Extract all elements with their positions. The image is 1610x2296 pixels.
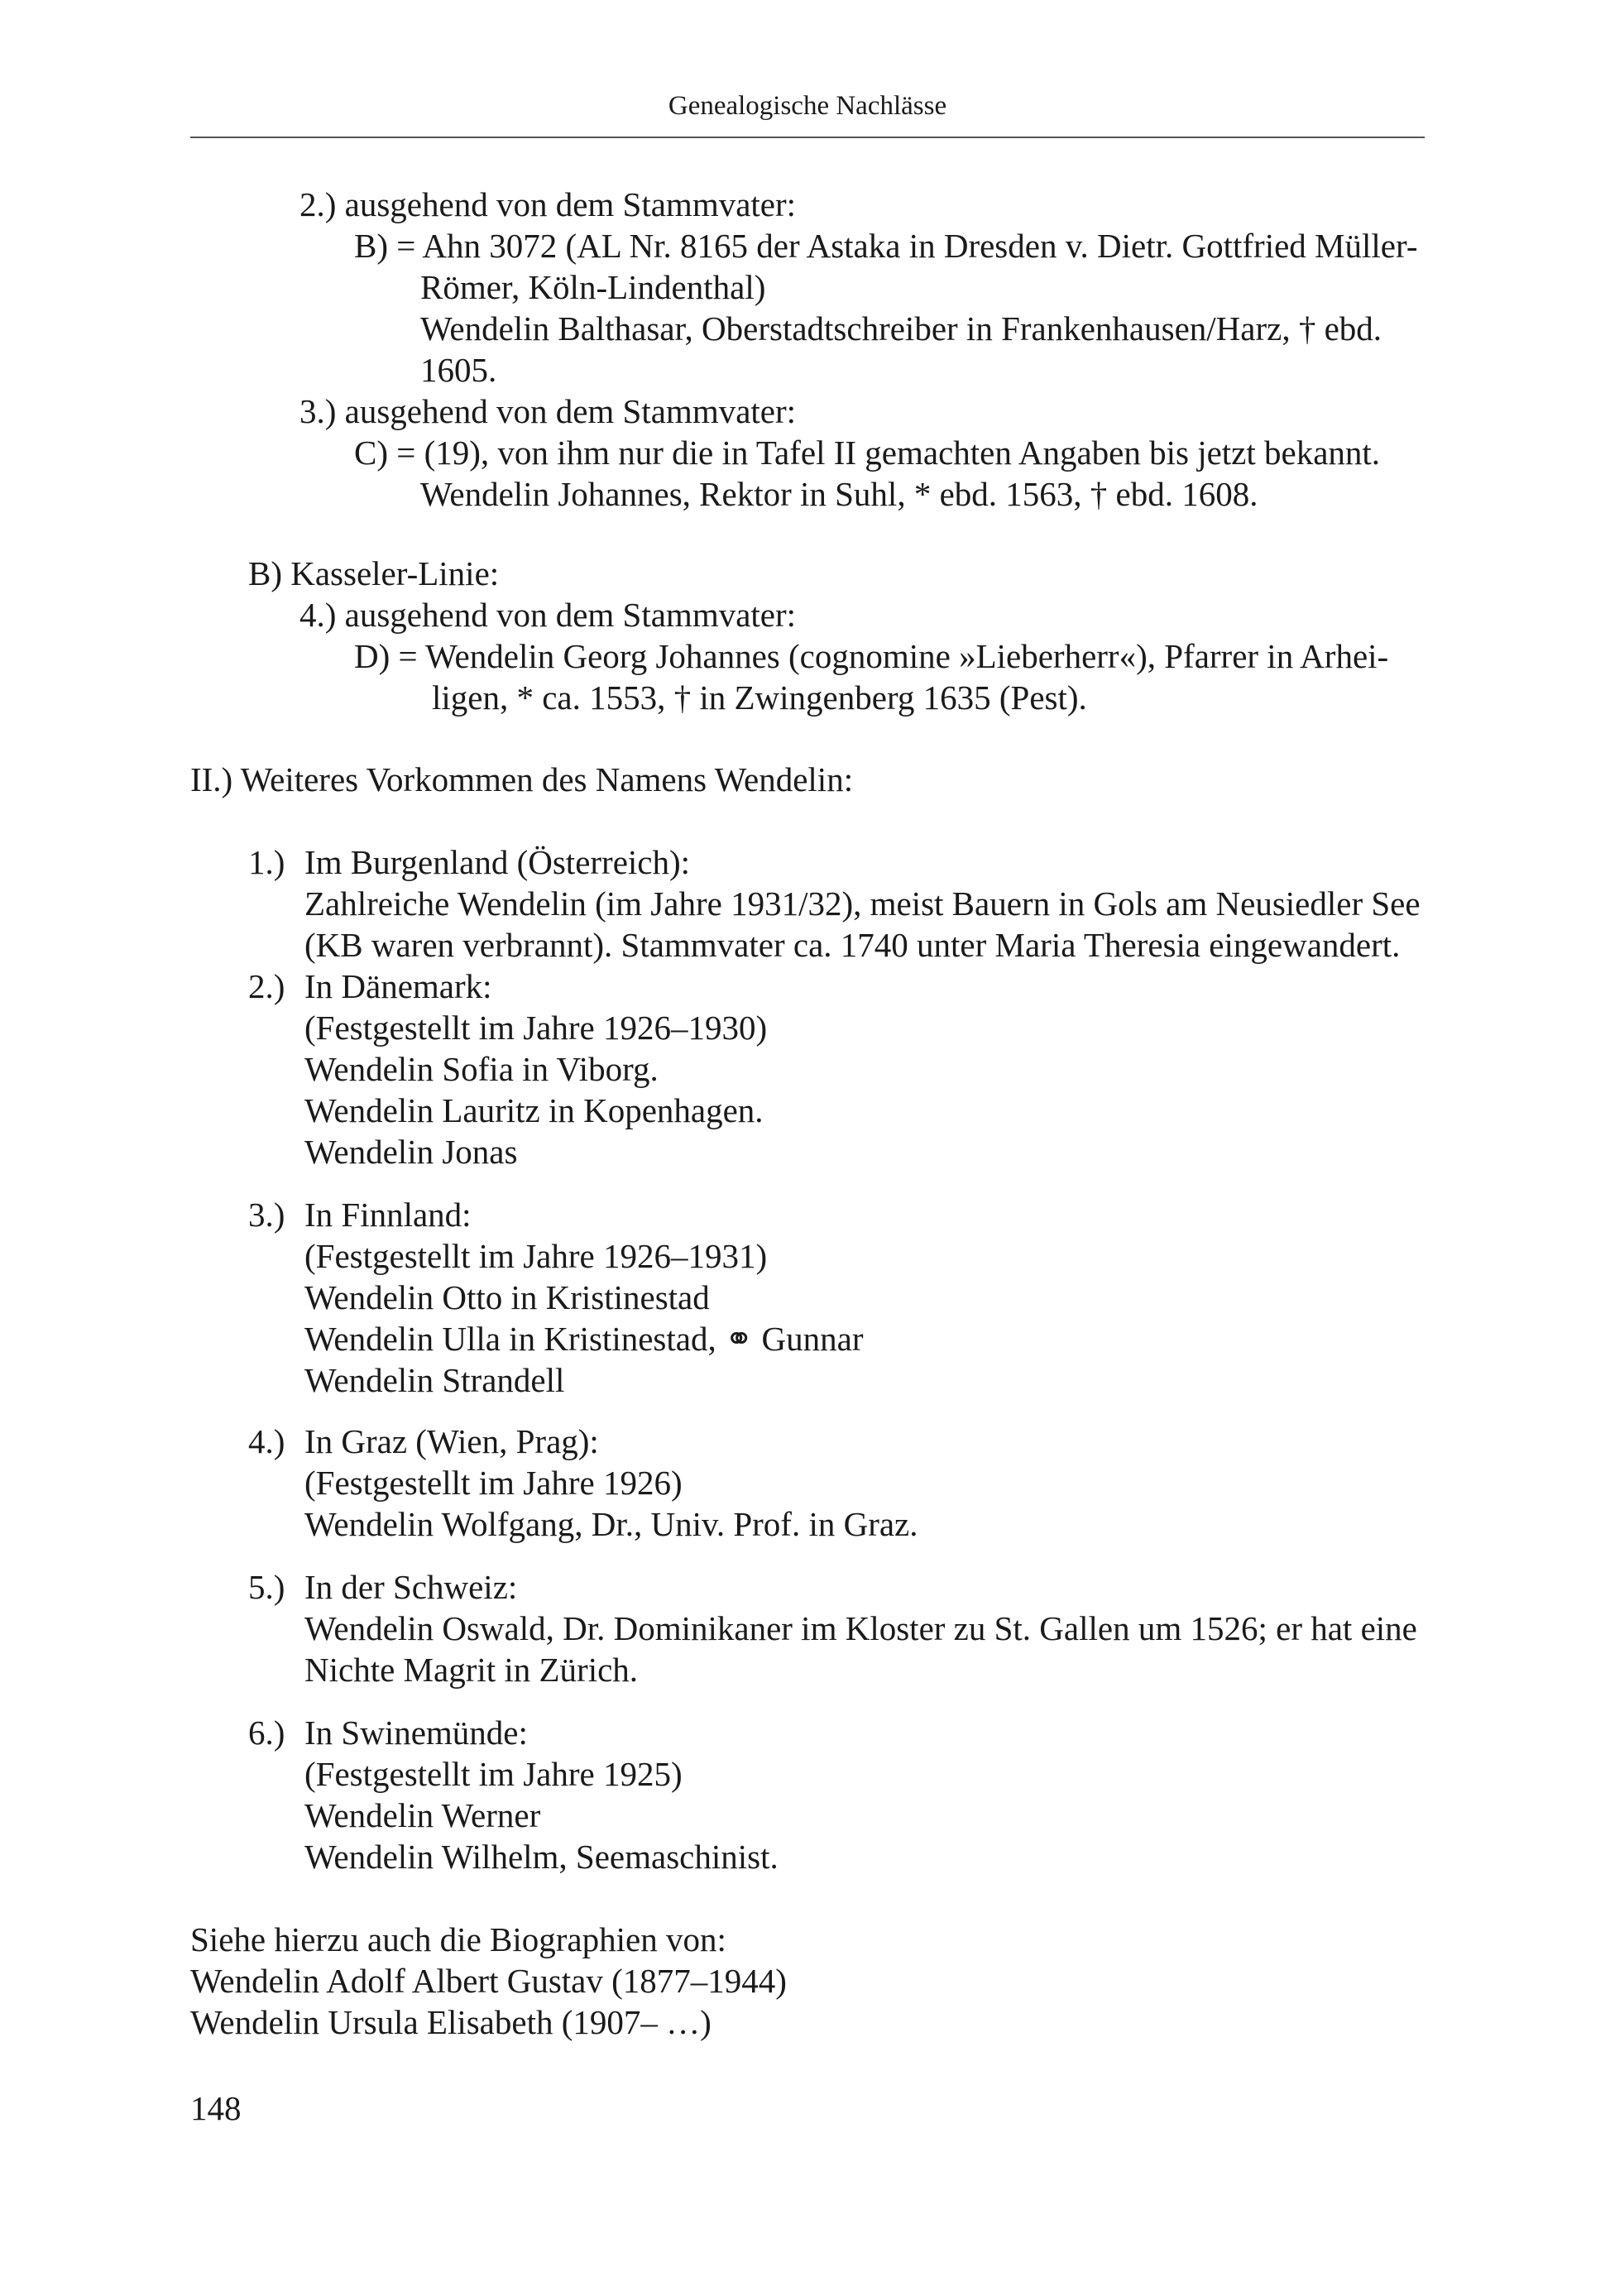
kasseler-heading: B) Kasseler-Linie: bbox=[248, 554, 500, 592]
list-item-line: (Festgestellt im Jahre 1926–1930) bbox=[304, 1009, 768, 1047]
header-divider bbox=[190, 137, 1425, 138]
list-item-number: 1.) bbox=[248, 843, 285, 881]
list-item-line: Wendelin Otto in Kristinestad bbox=[304, 1278, 710, 1316]
list-item-line: In Finnland: bbox=[304, 1196, 472, 1234]
list-item-line: (Festgestellt im Jahre 1926–1931) bbox=[304, 1237, 768, 1275]
list-item-number: 5.) bbox=[248, 1568, 285, 1606]
list-item-line: In Graz (Wien, Prag): bbox=[304, 1422, 599, 1460]
list-item-line: Wendelin Wolfgang, Dr., Univ. Prof. in Graz. bbox=[304, 1505, 918, 1543]
item-4-line: D) = Wendelin Georg Johannes (cognomine »Lieberherr«), Pfarrer in Arhei- bbox=[354, 637, 1389, 675]
item-4-label: 4.) ausgehend von dem Stammvater: bbox=[299, 596, 797, 634]
list-item-line: In Swinemünde: bbox=[304, 1714, 528, 1752]
item-3-label: 3.) ausgehend von dem Stammvater: bbox=[299, 392, 797, 430]
see-also-entry: Wendelin Adolf Albert Gustav (1877–1944) bbox=[190, 1962, 787, 2000]
list-item-line: Wendelin Wilhelm, Seemaschinist. bbox=[304, 1838, 779, 1876]
list-item-number: 3.) bbox=[248, 1196, 285, 1234]
item-2-line: Wendelin Balthasar, Oberstadtschreiber in Frankenhausen/Harz, † ebd. bbox=[420, 309, 1382, 348]
list-item-line: Nichte Magrit in Zürich. bbox=[304, 1651, 639, 1689]
list-item-line: In Dänemark: bbox=[304, 967, 492, 1005]
item-3-line: C) = (19), von ihm nur die in Tafel II gemachten Angaben bis jetzt bekannt. bbox=[354, 434, 1381, 472]
list-item-line: Wendelin Werner bbox=[304, 1796, 541, 1834]
item-3-line: Wendelin Johannes, Rektor in Suhl, * ebd. 1563, † ebd. 1608. bbox=[420, 475, 1258, 513]
section-heading: II.) Weiteres Vorkommen des Namens Wendelin: bbox=[190, 760, 854, 798]
list-item-line: (Festgestellt im Jahre 1926) bbox=[304, 1464, 683, 1502]
item-2-label: 2.) ausgehend von dem Stammvater: bbox=[299, 185, 797, 223]
see-also-entry: Wendelin Ursula Elisabeth (1907– …) bbox=[190, 2003, 712, 2041]
list-item-line: Wendelin Jonas bbox=[304, 1133, 518, 1171]
list-item-line: (KB waren verbrannt). Stammvater ca. 1740 unter Maria Theresia eingewandert. bbox=[304, 926, 1401, 964]
item-2-line: Römer, Köln-Lindenthal) bbox=[420, 268, 766, 306]
item-2-line: 1605. bbox=[420, 351, 497, 389]
list-item-line: Wendelin Strandell bbox=[304, 1361, 565, 1399]
list-item-line: Wendelin Ulla in Kristinestad, ⚭ Gunnar bbox=[304, 1320, 864, 1358]
list-item-line: Wendelin Sofia in Viborg. bbox=[304, 1050, 659, 1088]
list-item-line: (Festgestellt im Jahre 1925) bbox=[304, 1755, 683, 1793]
running-header: Genealogische Nachlässe bbox=[668, 91, 947, 121]
list-item-line: Wendelin Lauritz in Kopenhagen. bbox=[304, 1091, 764, 1129]
item-4-line: ligen, * ca. 1553, † in Zwingenberg 1635 (Pest). bbox=[432, 678, 1087, 717]
list-item-line: Zahlreiche Wendelin (im Jahre 1931/32), meist Bauern in Gols am Neusiedler See bbox=[304, 884, 1421, 923]
list-item-number: 2.) bbox=[248, 967, 285, 1005]
item-2-line: B) = Ahn 3072 (AL Nr. 8165 der Astaka in Dresden v. Dietr. Gottfried Müller- bbox=[354, 227, 1418, 265]
list-item-line: Wendelin Oswald, Dr. Dominikaner im Kloster zu St. Gallen um 1526; er hat eine bbox=[304, 1609, 1417, 1647]
list-item-number: 6.) bbox=[248, 1714, 285, 1752]
list-item-line: In der Schweiz: bbox=[304, 1568, 518, 1606]
list-item-number: 4.) bbox=[248, 1422, 285, 1460]
list-item-line: Im Burgenland (Österreich): bbox=[304, 843, 691, 881]
see-also-intro: Siehe hierzu auch die Biographien von: bbox=[190, 1920, 726, 1958]
page-number: 148 bbox=[190, 2089, 242, 2127]
